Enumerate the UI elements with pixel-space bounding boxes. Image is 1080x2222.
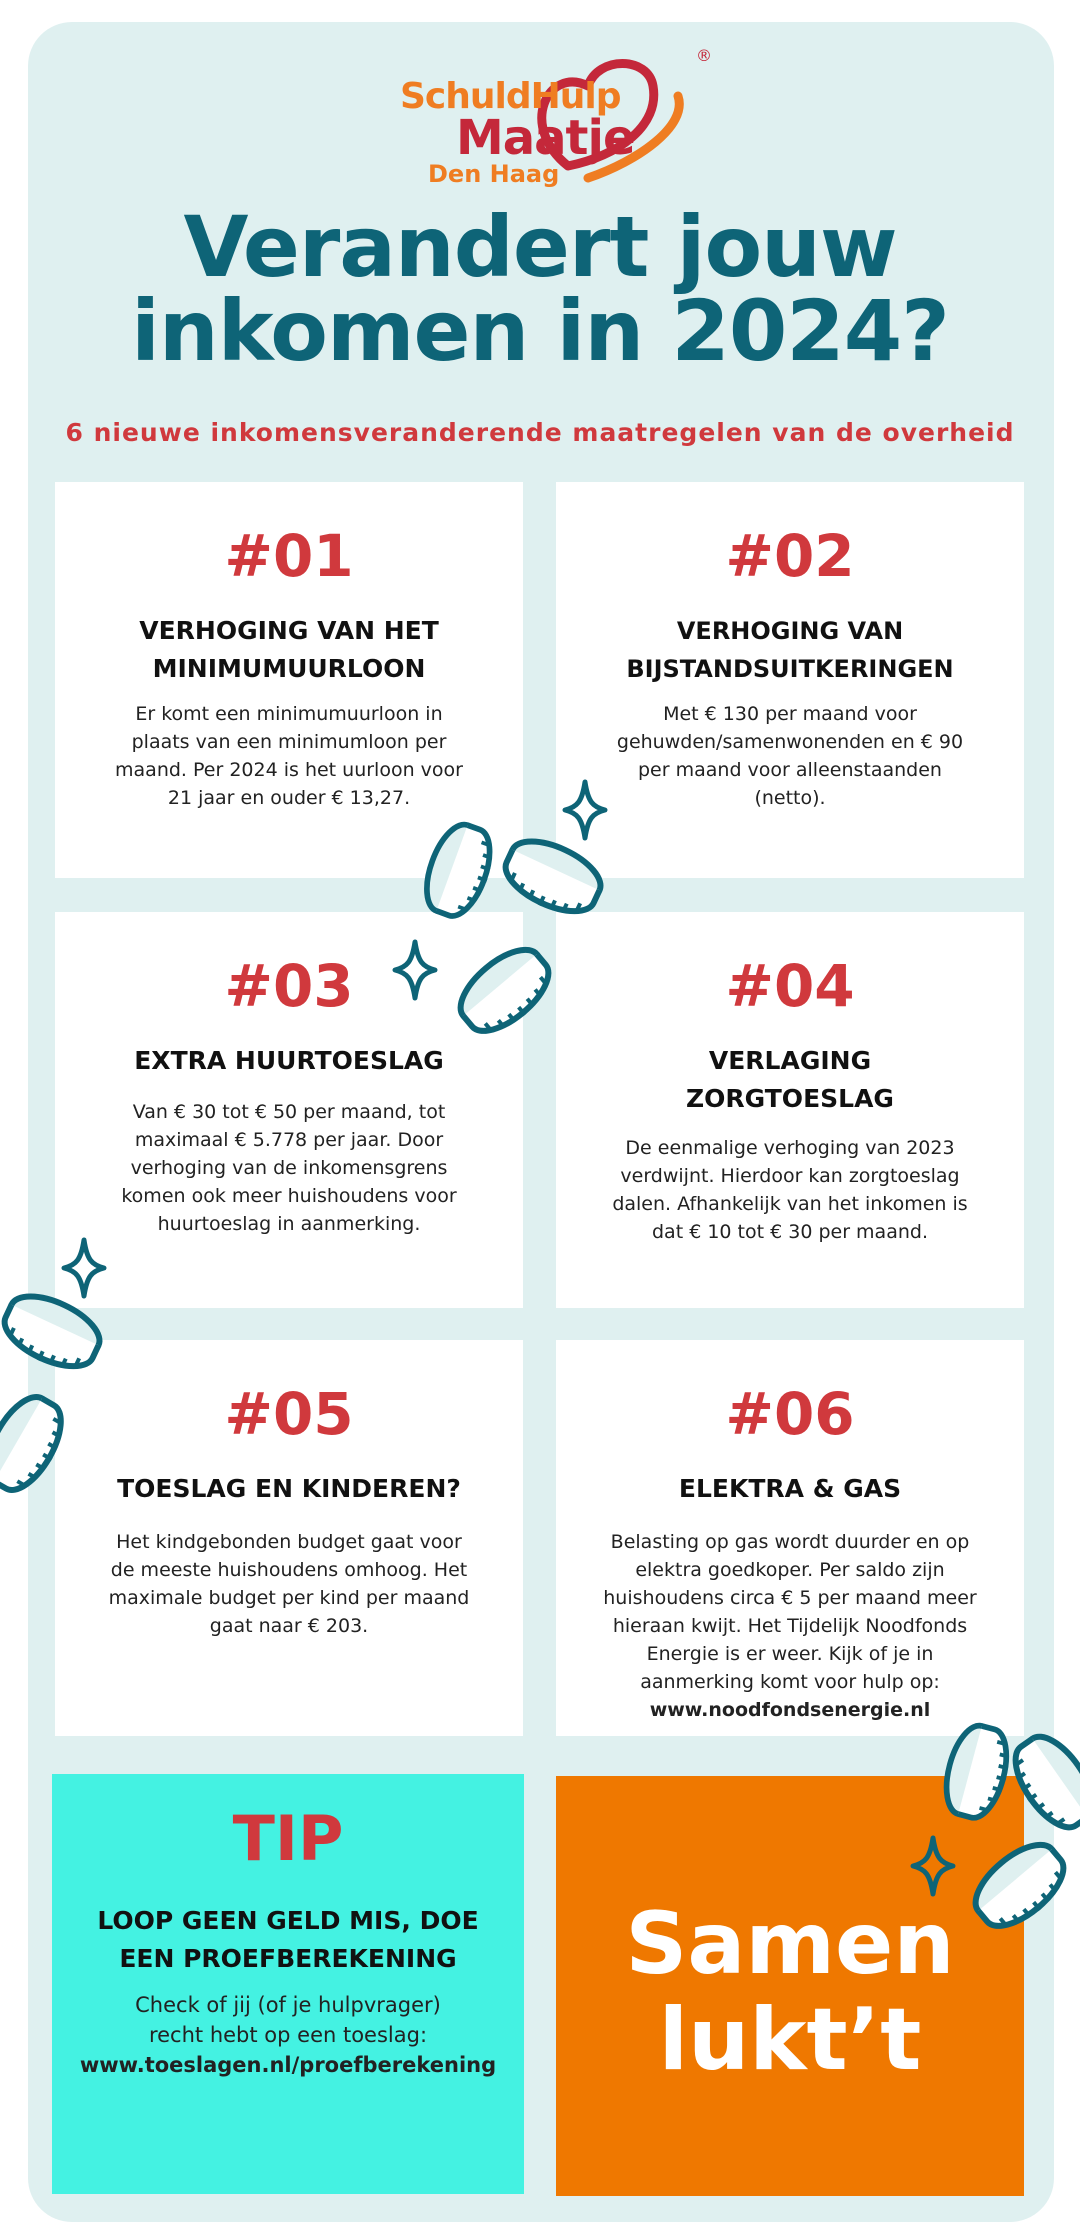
title-line-1: Verandert jouw <box>183 198 897 296</box>
card-number: #02 <box>725 522 855 590</box>
registered-mark: ® <box>696 46 712 65</box>
tip-body-text: Check of jij (of je hulpvrager) recht hebt op een toeslag: <box>135 1993 441 2047</box>
tip-title: TIP <box>232 1802 344 1875</box>
card-heading: VERLAGING ZORGTOESLAG <box>686 1046 894 1113</box>
proefberekening-link[interactable]: www.toeslagen.nl/proefberekening <box>79 2053 497 2077</box>
noodfonds-link[interactable]: www.noodfondsenergie.nl <box>649 1699 931 1721</box>
logo-line-1: SchuldHulp <box>400 76 621 117</box>
card-heading: TOESLAG EN KINDEREN? <box>117 1474 461 1503</box>
slogan-line-1: Samen <box>625 1894 955 1994</box>
card-06 <box>556 1340 1024 1736</box>
card-body <box>596 1528 984 1724</box>
card-number: #06 <box>725 1380 855 1448</box>
card-02 <box>556 482 1024 878</box>
logo-line-2: Maatje <box>456 110 635 166</box>
card-heading: ELEKTRA & GAS <box>678 1474 902 1503</box>
samen-lukt-box <box>556 1776 1024 2196</box>
card-body: Van € 30 tot € 50 per maand, tot maximaal € 5.778 per jaar. Door verhoging van de inkomensgrens komen ook meer huishoudens voor huurtoeslag in aanmerking. <box>121 1101 457 1235</box>
card-05 <box>55 1340 523 1736</box>
card-03 <box>55 912 523 1308</box>
tip-heading: LOOP GEEN GELD MIS, DOE EEN PROEFBEREKENING <box>97 1906 479 1973</box>
card-number: #03 <box>224 952 354 1020</box>
card-body: De eenmalige verhoging van 2023 verdwijnt. Hierdoor kan zorgtoeslag dalen. Afhankelijk van het inkomen is dat € 10 tot € 30 per maand. <box>612 1137 968 1243</box>
tip-box <box>52 1774 524 2194</box>
card-body: Het kindgebonden budget gaat voor de meeste huishoudens omhoog. Het maximale budget per kind per maand gaat naar € 203. <box>108 1531 470 1637</box>
card-heading: VERHOGING VAN HET MINIMUMUURLOON <box>139 616 439 683</box>
logo <box>398 46 728 196</box>
card-number: #01 <box>224 522 354 590</box>
card-body: Er komt een minimumuurloon in plaats van een minimumloon per maand. Per 2024 is het uurloon voor 21 jaar en ouder € 13,27. <box>115 703 463 809</box>
card-04 <box>556 912 1024 1308</box>
title-line-2: inkomen in 2024? <box>131 282 949 380</box>
card-heading: VERHOGING VAN BIJSTANDSUITKERINGEN <box>626 617 954 683</box>
card-number: #05 <box>224 1380 354 1448</box>
tip-body <box>62 1990 514 2080</box>
card-01 <box>55 482 523 878</box>
logo-line-3: Den Haag <box>428 160 560 188</box>
card-number: #04 <box>725 952 855 1020</box>
samen-slogan <box>556 1896 1024 2088</box>
subtitle: 6 nieuwe inkomensveranderende maatregelen van de overheid <box>65 418 1015 447</box>
slogan-line-2: lukt’t <box>658 1990 922 2090</box>
page-title <box>0 198 1080 380</box>
card-heading: EXTRA HUURTOESLAG <box>134 1046 444 1075</box>
card-body-text: Belasting op gas wordt duurder en op elektra goedkoper. Per saldo zijn huishoudens circa € 5 per maand meer hieraan kwijt. Het Tijdelijk Noodfonds Energie is er weer. Kijk of je in aanmerking komt voor hulp op: <box>603 1531 977 1693</box>
card-body: Met € 130 per maand voor gehuwden/samenwonenden en € 90 per maand voor alleenstaanden (netto). <box>616 703 964 809</box>
